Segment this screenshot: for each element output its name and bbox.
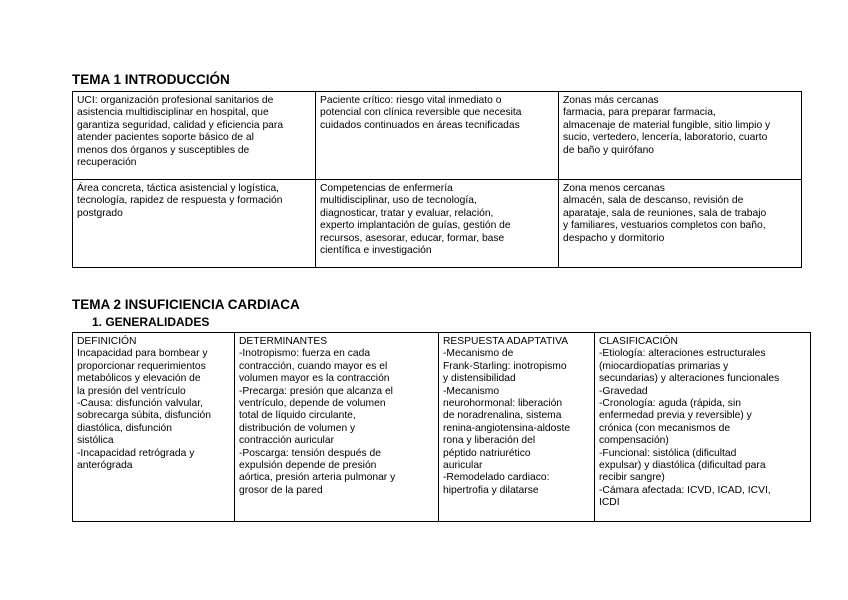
table-row	[73, 92, 802, 180]
clasificacion-cell: CLASIFICACIÓN -Etiología: alteraciones estructurales (miocardiopatías primarias y secundarias) y alteraciones funcionales -Gravedad -Cronología: aguda (rápida, sin enfermedad previa y reversible) y crónica (con mecanismos de compensación) -Funcional: sistólica (dificultad expulsar) y diastólica (dificultad para recibir sangre) -Cámara afectada: ICVD, ICAD, ICVI, ICDI	[595, 333, 811, 522]
zonas-menos-cercanas-cell: Zona menos cercanas almacén, sala de descanso, revisión de aparataje, sala de reuniones, sala de trabajo y familiares, vestuarios completos con baño, despacho y dormitorio	[559, 180, 802, 268]
tema2-title: TEMA 2 INSUFICIENCIA CARDIACA	[72, 297, 300, 312]
tema2-table	[72, 332, 811, 522]
tema1-table	[72, 91, 802, 268]
determinantes-cell: DETERMINANTES -Inotropismo: fuerza en cada contracción, cuando mayor es el volumen mayor es la contracción -Precarga: presión que alcanza el ventrículo, depende de volumen total de líquido circulante, distribución de volumen y contracción auricular -Poscarga: tensión después de expulsión depende de presión aórtica, presión arteria pulmonar y grosor de la pared	[235, 333, 439, 522]
respuesta-adaptativa-cell: RESPUESTA ADAPTATIVA -Mecanismo de Frank-Starling: inotropismo y distensibilidad -Mecanismo neurohormonal: liberación de noradrenalina, sistema renina-angiotensina-aldoste rona y liberación del péptido natriurético auricular -Remodelado cardiaco: hipertrofia y dilatarse	[439, 333, 595, 522]
tema1-title: TEMA 1 INTRODUCCIÓN	[72, 72, 230, 87]
table-row	[73, 333, 811, 522]
zonas-cercanas-cell: Zonas más cercanas farmacia, para preparar farmacia, almacenaje de material fungible, sitio limpio y sucio, vertedero, lencería, laboratorio, cuarto de baño y quirófano	[559, 92, 802, 180]
definicion-cell: DEFINICIÓN Incapacidad para bombear y proporcionar requerimientos metabólicos y elevación de la presión del ventrículo -Causa: disfunción valvular, sobrecarga súbita, disfunción diastólica, disfunción sistólica -Incapacidad retrógrada y anterógrada	[73, 333, 235, 522]
uci-definition-cell: UCI: organización profesional sanitarios de asistencia multidisciplinar en hospital, que garantiza seguridad, calidad y eficiencia para atender pacientes soporte básico de al menos dos órganos y susceptibles de recuperación	[73, 92, 316, 180]
generalidades-subtitle: 1. GENERALIDADES	[92, 315, 210, 329]
table-row	[73, 180, 802, 268]
area-concreta-cell: Área concreta, táctica asistencial y logística, tecnología, rapidez de respuesta y formación postgrado	[73, 180, 316, 268]
competencias-cell: Competencias de enfermería multidisciplinar, uso de tecnología, diagnosticar, tratar y evaluar, relación, experto implantación de guías, gestión de recursos, asesorar, educar, formar, base científica e investigación	[316, 180, 559, 268]
paciente-critico-cell: Paciente crítico: riesgo vital inmediato o potencial con clínica reversible que necesita cuidados continuados en áreas tecnificadas	[316, 92, 559, 180]
